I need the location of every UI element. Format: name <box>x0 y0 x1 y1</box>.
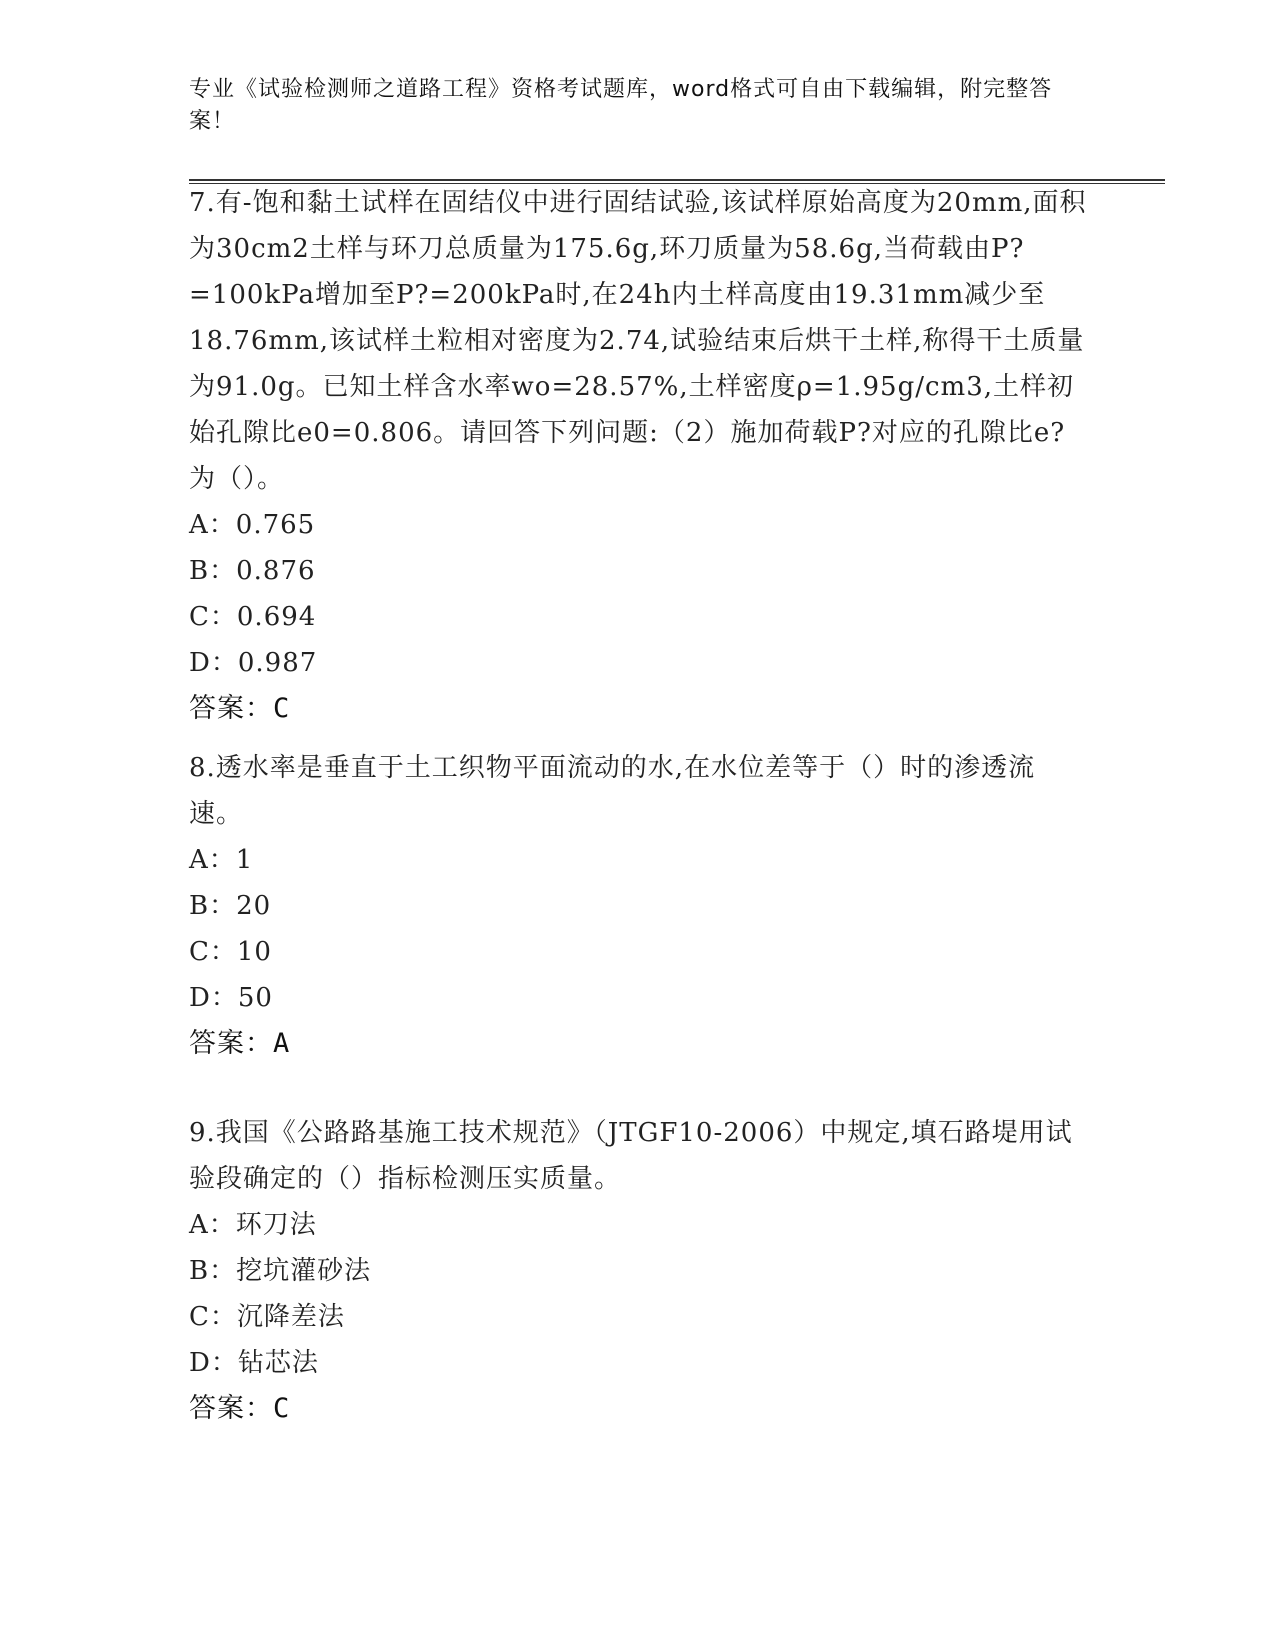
option-b: B：0.876 <box>189 556 316 586</box>
option-a: A：1 <box>189 845 254 875</box>
answer-value: C <box>273 693 291 724</box>
question-8 <box>189 745 1089 1067</box>
option-b: B：挖坑灌砂法 <box>189 1256 372 1286</box>
document-intro: 专业《试验检测师之道路工程》资格考试题库，word格式可自由下载编辑，附完整答案！ <box>189 77 1053 134</box>
question-7 <box>189 180 1089 732</box>
option-c: C：0.694 <box>189 602 317 632</box>
option-b: B：20 <box>189 891 272 921</box>
answer-label: 答案： <box>189 1028 273 1059</box>
option-c: C：10 <box>189 937 272 967</box>
option-a: A：0.765 <box>189 510 316 540</box>
option-d: D：0.987 <box>189 648 318 678</box>
option-a: A：环刀法 <box>189 1210 317 1240</box>
answer-value: A <box>273 1028 291 1059</box>
question-stem: 9.我国《公路路基施工技术规范》（JTGF10-2006）中规定,填石路堤用试验段确定的（）指标检测压实质量。 <box>189 1118 1073 1194</box>
answer-line <box>189 1386 1089 1432</box>
option-d: D：50 <box>189 983 273 1013</box>
answer-line <box>189 1021 1089 1067</box>
answer-value: C <box>273 1393 291 1424</box>
option-c: C：沉降差法 <box>189 1302 345 1332</box>
option-d: D：钻芯法 <box>189 1348 319 1378</box>
answer-label: 答案： <box>189 693 273 724</box>
answer-label: 答案： <box>189 1393 273 1424</box>
answer-line <box>189 686 1089 732</box>
question-stem: 7.有-饱和黏土试样在固结仪中进行固结试验,该试样原始高度为20mm,面积为30cm2土样与环刀总质量为175.6g,环刀质量为58.6g,当荷载由P?=100kPa增加至P?=200kPa时,在24h内土样高度由19.31mm减少至18.76mm,该试样土粒相对密度为2.74,试验结束后烘干土样,称得干土质量为91.0g。已知土样含水率wo=28.57%,土样密度ρ=1.95g/cm3,土样初始孔隙比e0=0.806。请回答下列问题:（2）施加荷载P?对应的孔隙比e?为（）。 <box>189 188 1087 494</box>
question-stem: 8.透水率是垂直于土工织物平面流动的水,在水位差等于（）时的渗透流速。 <box>189 753 1036 829</box>
question-9 <box>189 1110 1089 1432</box>
